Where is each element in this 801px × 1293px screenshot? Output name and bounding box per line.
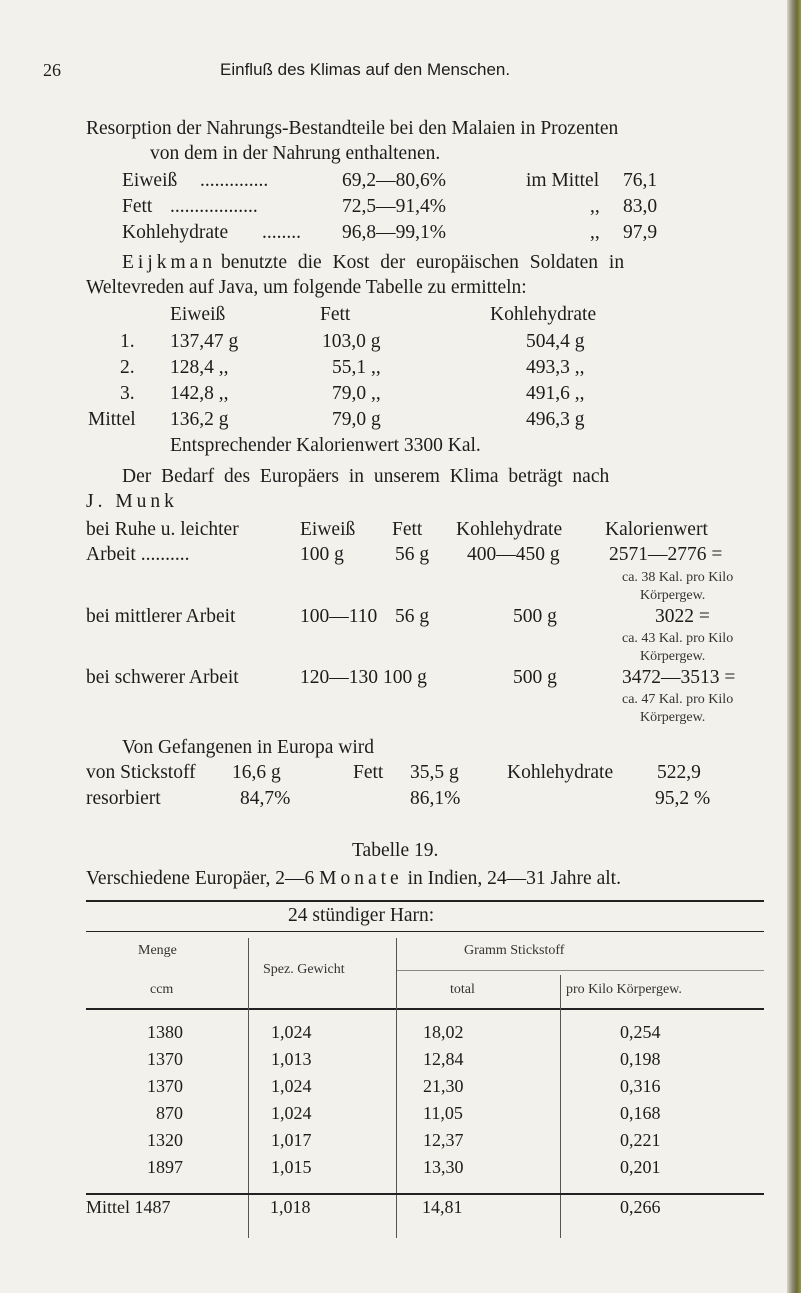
row-range: 72,5—91,4% [342,196,446,217]
col-total: total [450,982,475,997]
row-label: Kohlehydrate [122,222,229,243]
cell-kh: 504,4 g [526,331,585,352]
col-pro-kilo: pro Kilo Körpergew. [566,982,682,997]
col-header-kohlehydrate: Kohlehydrate [490,304,597,325]
resorption-title-2: von dem in der Nahrung enthaltenen. [150,143,441,164]
cell-kh: 522,9 [657,762,701,783]
cell-spez: 1,024 [271,1076,312,1096]
cell-kh: 496,3 g [526,409,585,430]
cell-kh-label: Kohlehydrate [507,762,614,783]
table-title: Tabelle 19. [352,840,439,861]
cell-eiweiss: 136,2 g [170,409,229,430]
cell-eiweiss: 142,8 ,, [170,383,229,404]
cell-eiweiss: 100—110 [300,606,378,627]
cell-kh: 95,2 % [655,788,711,809]
row-mittel-label: ,, [590,222,600,243]
col-header-eiweiss: Eiweiß [170,304,226,325]
running-title: Einfluß des Klimas auf den Menschen. [220,60,511,79]
cell-fett: 35,5 g [410,762,459,783]
cell-fett: 86,1% [410,788,461,809]
row-label: von Stickstoff [86,762,196,783]
cell-note: ca. 38 Kal. pro Kilo [622,570,734,585]
col-gramm-stickstoff: Gramm Stickstoff [464,943,565,958]
bedarf-intro: Der Bedarf des Europäers in unserem Klima beträgt nach [122,466,610,487]
row-label: bei schwerer Arbeit [86,667,239,688]
cell-kh: 500 g [513,667,557,688]
cell-menge: 870 [156,1103,183,1123]
col-header-kalorienwert: Kalorienwert [605,519,708,540]
row-mittel-label: im Mittel [526,170,600,191]
cell-prokilo: 0,316 [620,1076,661,1096]
table-top-rule [86,900,764,902]
cell-prokilo: 0,201 [620,1157,661,1177]
mittel-rule [86,1193,764,1195]
cell-total: 21,30 [423,1076,464,1096]
resorption-title-1: Resorption der Nahrungs-Bestandteile bei den Malaien in Prozenten [86,118,619,139]
kalorienwert-note: Entsprechender Kalorienwert 3300 Kal. [170,435,481,456]
col-header-kohlehydrate: Kohlehydrate [456,519,563,540]
cell-fett: 103,0 g [322,331,381,352]
row-mittel: 97,9 [623,222,658,243]
page-number: 26 [43,60,61,80]
cell-total-mittel: 14,81 [422,1197,463,1217]
cell-menge: 1320 [147,1130,183,1150]
header-bottom-rule [86,1008,764,1010]
cell-total: 12,84 [423,1049,464,1069]
author-munk: J. Munk [86,491,178,512]
cell-fett: 56 g [395,544,430,565]
cell-fett: 56 g [395,606,430,627]
row-mittel: 83,0 [623,196,658,217]
row-mittel-label: ,, [590,196,600,217]
row-label: 3. [120,383,135,404]
cell-n: 84,7% [240,788,291,809]
col-menge: Menge [138,943,177,958]
cell-total: 11,05 [423,1103,463,1123]
table-subtitle-spaced: Monate [319,868,403,889]
cell-note: Körpergew. [640,588,706,603]
scan-edge [787,0,801,1293]
cell-spez: 1,024 [271,1022,312,1042]
gefangene-intro: Von Gefangenen in Europa wird [122,737,374,758]
cell-menge: 1897 [147,1157,183,1177]
table-subtitle-post: in Indien, 24—31 Jahre alt. [407,868,621,889]
cell-menge: 1380 [147,1022,183,1042]
cell-eiweiss: 120—130 [300,667,378,688]
cell-note: Körpergew. [640,649,706,664]
cell-prokilo: 0,254 [620,1022,661,1042]
row-dots: .................. [170,196,258,217]
row-label: 2. [120,357,135,378]
cell-prokilo: 0,168 [620,1103,661,1123]
table-header-rule [86,931,764,932]
harn-header: 24 stündiger Harn: [288,905,435,926]
cell-kalorien: 3472—3513 = [622,667,736,688]
cell-kh: 400—450 g [467,544,560,565]
cell-prokilo: 0,221 [620,1130,661,1150]
cell-kh: 491,6 ,, [526,383,585,404]
cell-prokilo-mittel: 0,266 [620,1197,661,1217]
table-subtitle-pre: Verschiedene Europäer, 2—6 [86,868,315,889]
col-ccm: ccm [150,982,174,997]
row-label: Eiweiß [122,170,178,191]
eijkman-line-2: Weltevreden auf Java, um folgende Tabelle zu ermitteln: [86,277,527,298]
subheader-rule [396,970,764,971]
cell-kalorien: 2571—2776 = [609,544,723,565]
cell-note: ca. 47 Kal. pro Kilo [622,692,734,707]
cell-spez-mittel: 1,018 [270,1197,311,1217]
cell-note: Körpergew. [640,710,706,725]
eijkman-line-1: benutzte die Kost der europäischen Soldaten in [220,252,625,273]
row-label: resorbiert [86,788,161,809]
row-dots: ........ [262,222,301,243]
row-label-cont: Arbeit .......... [86,544,190,565]
col-divider [560,975,561,1238]
cell-fett: 79,0 g [332,409,381,430]
cell-eiweiss: 100 g [300,544,344,565]
row-range: 96,8—99,1% [342,222,446,243]
cell-menge-mittel: Mittel 1487 [86,1197,171,1217]
cell-spez: 1,017 [271,1130,312,1150]
cell-spez: 1,015 [271,1157,312,1177]
cell-n: 16,6 g [232,762,281,783]
author-eijkman: Eijkman [122,252,217,273]
cell-eiweiss: 128,4 ,, [170,357,229,378]
cell-spez: 1,013 [271,1049,312,1069]
cell-kalorien: 3022 = [655,606,710,627]
cell-total: 18,02 [423,1022,464,1042]
row-dots: .............. [200,170,269,191]
cell-total: 12,37 [423,1130,464,1150]
row-label: 1. [120,331,135,352]
cell-fett: 100 g [383,667,427,688]
cell-prokilo: 0,198 [620,1049,661,1069]
cell-fett: 55,1 ,, [332,357,381,378]
cell-menge: 1370 [147,1049,183,1069]
cell-menge: 1370 [147,1076,183,1096]
cell-kh: 500 g [513,606,557,627]
cell-fett-label: Fett [353,762,384,783]
col-header-fett: Fett [320,304,351,325]
row-range: 69,2—80,6% [342,170,446,191]
cell-note: ca. 43 Kal. pro Kilo [622,631,734,646]
cell-kh: 493,3 ,, [526,357,585,378]
cell-total: 13,30 [423,1157,464,1177]
col-header-eiweiss: Eiweiß [300,519,356,540]
row-label: bei Ruhe u. leichter [86,519,239,540]
row-label: bei mittlerer Arbeit [86,606,236,627]
row-mittel: 76,1 [623,170,658,191]
col-header-fett: Fett [392,519,423,540]
cell-fett: 79,0 ,, [332,383,381,404]
cell-eiweiss: 137,47 g [170,331,239,352]
cell-spez: 1,024 [271,1103,312,1123]
row-label: Fett [122,196,153,217]
row-label: Mittel [88,409,136,430]
col-spez-gewicht: Spez. Gewicht [263,962,345,977]
